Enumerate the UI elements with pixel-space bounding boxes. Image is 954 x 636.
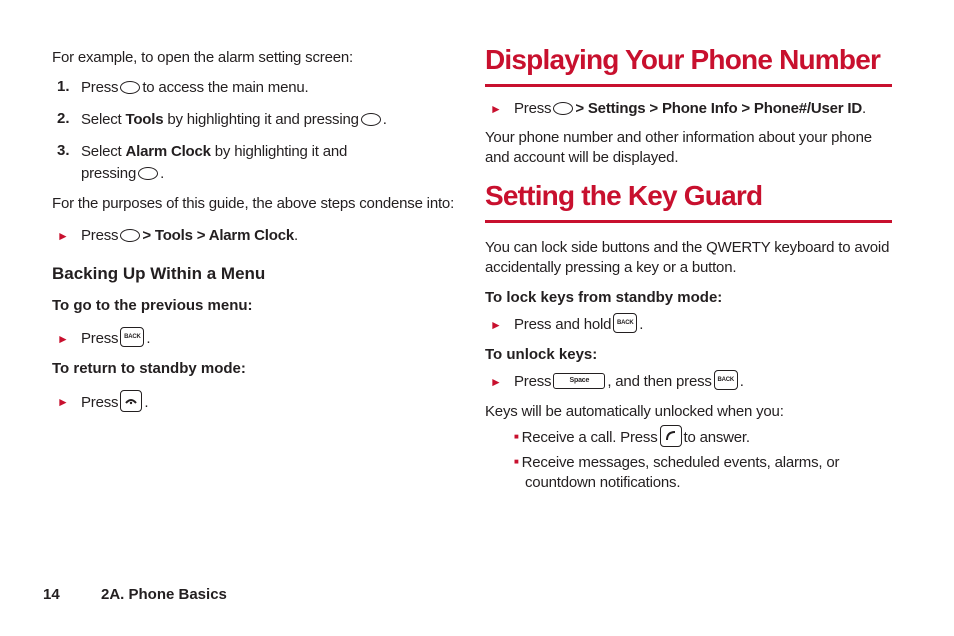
previous-menu-label: To go to the previous menu: bbox=[52, 297, 253, 314]
standby-step: Press . bbox=[81, 392, 148, 414]
standby-mode-label: To return to standby mode: bbox=[52, 360, 246, 377]
unlock-keys-step: Press Space , and then press BACK . bbox=[514, 372, 744, 392]
key-guard-description-line-1: You can lock side buttons and the QWERTY keyboard to avoid bbox=[485, 239, 890, 256]
condensed-step: Press > Tools > Alarm Clock. bbox=[81, 227, 298, 244]
heading-rule bbox=[485, 220, 892, 223]
bullet-receive-messages: ■ Receive messages, scheduled events, alarms, or bbox=[514, 454, 840, 471]
menu-ok-key-icon bbox=[120, 81, 140, 94]
back-key-icon: BACK bbox=[120, 327, 144, 347]
condense-text: For the purposes of this guide, the above steps condense into: bbox=[52, 195, 455, 212]
step-3-line-2: pressing . bbox=[81, 165, 165, 182]
arrow-icon: ► bbox=[490, 102, 502, 116]
key-guard-heading: Setting the Key Guard bbox=[485, 180, 763, 211]
heading-rule bbox=[485, 84, 892, 87]
step-1: Press to access the main menu. bbox=[81, 79, 309, 96]
unlock-keys-label: To unlock keys: bbox=[485, 346, 598, 363]
menu-ok-key-icon bbox=[138, 167, 158, 180]
key-guard-description-line-2: accidentally pressing a key or a button. bbox=[485, 259, 737, 276]
page-number: 14 bbox=[43, 586, 60, 603]
bullet-icon: ■ bbox=[514, 457, 519, 466]
displaying-phone-number-heading: Displaying Your Phone Number bbox=[485, 44, 881, 75]
bullet-icon: ■ bbox=[514, 431, 519, 441]
arrow-icon: ► bbox=[490, 375, 502, 389]
display-description-line-2: and account will be displayed. bbox=[485, 149, 679, 166]
step-3-number: 3. bbox=[57, 142, 70, 159]
previous-menu-step: Press BACK . bbox=[81, 329, 150, 349]
back-key-icon: BACK bbox=[714, 370, 738, 390]
step-3-line-1: Select Alarm Clock by highlighting it and bbox=[81, 143, 348, 160]
step-2-number: 2. bbox=[57, 110, 70, 127]
arrow-icon: ► bbox=[490, 318, 502, 332]
menu-ok-key-icon bbox=[553, 102, 573, 115]
step-2: Select Tools by highlighting it and pressing . bbox=[81, 111, 387, 128]
display-description-line-1: Your phone number and other information about your phone bbox=[485, 129, 872, 146]
menu-ok-key-icon bbox=[361, 113, 381, 126]
arrow-icon: ► bbox=[57, 395, 69, 409]
space-key-icon: Space bbox=[553, 373, 605, 389]
display-number-step: Press > Settings > Phone Info > Phone#/User ID. bbox=[514, 100, 866, 117]
arrow-icon: ► bbox=[57, 332, 69, 346]
section-title: 2A. Phone Basics bbox=[101, 586, 227, 603]
menu-ok-key-icon bbox=[120, 229, 140, 242]
backing-up-heading: Backing Up Within a Menu bbox=[52, 264, 266, 283]
arrow-icon: ► bbox=[57, 229, 69, 243]
bullet-receive-messages-line-2: countdown notifications. bbox=[525, 474, 681, 491]
intro-text: For example, to open the alarm setting screen: bbox=[52, 49, 353, 66]
auto-unlock-text: Keys will be automatically unlocked when you: bbox=[485, 403, 784, 420]
step-1-number: 1. bbox=[57, 78, 70, 95]
back-key-icon: BACK bbox=[613, 313, 637, 333]
end-key-icon bbox=[120, 390, 142, 412]
lock-keys-label: To lock keys from standby mode: bbox=[485, 289, 723, 306]
bullet-receive-call: ■ Receive a call. Press to answer. bbox=[514, 427, 750, 450]
talk-key-icon bbox=[660, 425, 682, 447]
lock-keys-step: Press and hold BACK . bbox=[514, 315, 643, 335]
